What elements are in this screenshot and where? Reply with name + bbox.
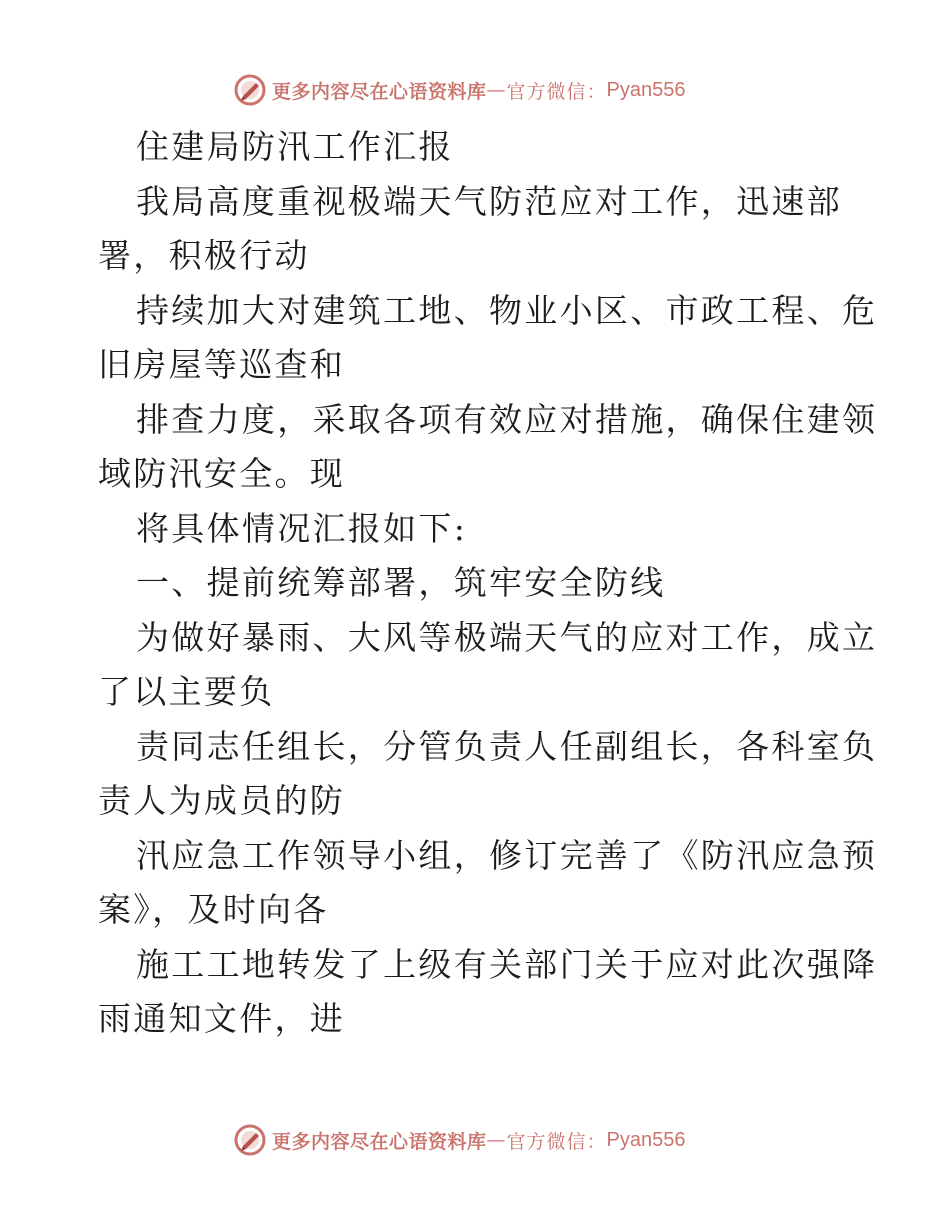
document-line: 汛应急工作领导小组，修订完善了《防汛应急预: [136, 835, 878, 875]
watermark-wechat-id: Pyan556: [606, 1128, 686, 1151]
document-line: 住建局防汛工作汇报: [136, 127, 454, 166]
header-watermark: [234, 73, 686, 107]
document-line: 署，积极行动: [98, 236, 310, 275]
document-line: 案》，及时向各: [98, 890, 329, 929]
watermark-separator: —: [486, 1129, 507, 1151]
watermark-brand-text: 更多内容尽在心语资料库: [272, 80, 487, 103]
document-line: 为做好暴雨、大风等极端天气的应对工作，成立: [136, 617, 878, 657]
document-line: 域防汛安全。现: [98, 454, 346, 493]
document-line: 施工工地转发了上级有关部门关于应对此次强降: [136, 944, 878, 984]
document-line: 排查力度，采取各项有效应对措施，确保住建领: [136, 399, 878, 439]
document-line: 雨通知文件，进: [98, 999, 346, 1038]
document-body: [98, 120, 878, 1047]
document-line: 持续加大对建筑工地、物业小区、市政工程、危: [136, 290, 878, 330]
watermark-official-text: 官方微信：: [506, 1130, 607, 1153]
document-line: 将具体情况汇报如下:: [136, 508, 468, 548]
document-line: 我局高度重视极端天气防范应对工作，迅速部: [136, 181, 842, 221]
document-line: 了以主要负: [98, 672, 275, 711]
watermark-separator: —: [486, 79, 507, 101]
footer-watermark: [234, 1123, 686, 1157]
book-pen-logo-icon: [234, 1124, 266, 1156]
book-pen-logo-icon: [234, 74, 266, 106]
document-line: 责同志任组长，分管负责人任副组长，各科室负: [136, 726, 878, 766]
watermark-wechat-id: Pyan556: [606, 78, 686, 101]
document-line: 一、提前统筹部署，筑牢安全防线: [136, 563, 666, 602]
watermark-brand-text: 更多内容尽在心语资料库: [272, 1130, 487, 1153]
document-line: 旧房屋等巡查和: [98, 345, 346, 384]
document-line: 责人为成员的防: [98, 781, 346, 820]
watermark-official-text: 官方微信：: [506, 80, 607, 103]
